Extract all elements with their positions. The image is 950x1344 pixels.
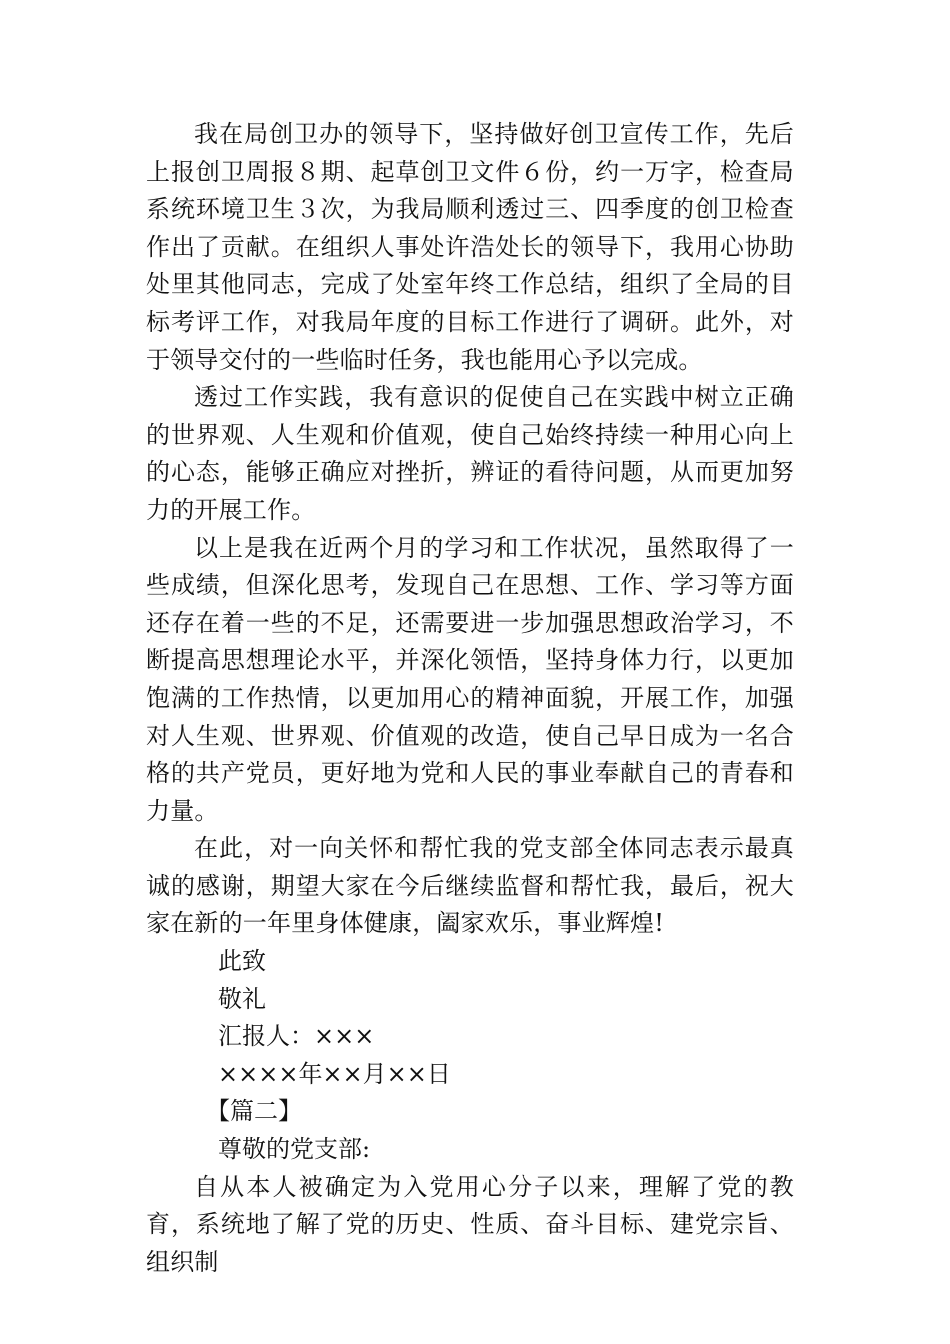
closing-salute: 敬礼 (218, 984, 266, 1013)
paragraph-practice: 透过工作实践，我有意识的促使自己在实践中树立正确的世界观、人生观和价值观，使自己始终持续一种用心向上的心态，能够正确应对挫折，辨证的看待问题，从而更加努力的开展工作。 (146, 383, 794, 524)
paragraph-work-summary: 我在局创卫办的领导下，坚持做好创卫宣传工作，先后上报创卫周报８期、起草创卫文件６份，约一万字，检查局系统环境卫生３次，为我局顺利透过三、四季度的创卫检查作出了贡献。在组织人事处许浩处长的领导下，我用心协助处里其他同志，完成了处室年终工作总结，组织了全局的目标考评工作，对我局年度的目标工作进行了调研。此外，对于领导交付的一些临时任务，我也能用心予以完成。 (146, 120, 794, 374)
reporter-signature: 汇报人：××× (218, 1022, 375, 1051)
section-heading: 【篇二】 (206, 1097, 302, 1126)
paragraph-thanks: 在此，对一向关怀和帮忙我的党支部全体同志表示最真诚的感谢，期望大家在今后继续监督和帮忙我，最后，祝大家在新的一年里身体健康，阖家欢乐，事业辉煌! (146, 834, 794, 938)
paragraph-reflection: 以上是我在近两个月的学习和工作状况，虽然取得了一些成绩，但深化思考，发现自己在思想、工作、学习等方面还存在着一些的不足，还需要进一步加强思想政治学习，不断提高思想理论水平，并深化领悟，坚持身体力行，以更加饱满的工作热情，以更加用心的精神面貌，开展工作，加强对人生观、世界观、价值观的改造，使自己早日成为一名合格的共产党员，更好地为党和人民的事业奉献自己的青春和力量。 (146, 533, 794, 825)
document-body (146, 116, 794, 1281)
salutation: 尊敬的党支部: (218, 1135, 371, 1164)
closing-greeting: 此致 (218, 947, 266, 976)
report-date: ××××年××月××日 (218, 1059, 451, 1088)
paragraph-next-report: 自从本人被确定为入党用心分子以来，理解了党的教育，系统地了解了党的历史、性质、奋斗目标、建党宗旨、组织制 (146, 1172, 794, 1276)
